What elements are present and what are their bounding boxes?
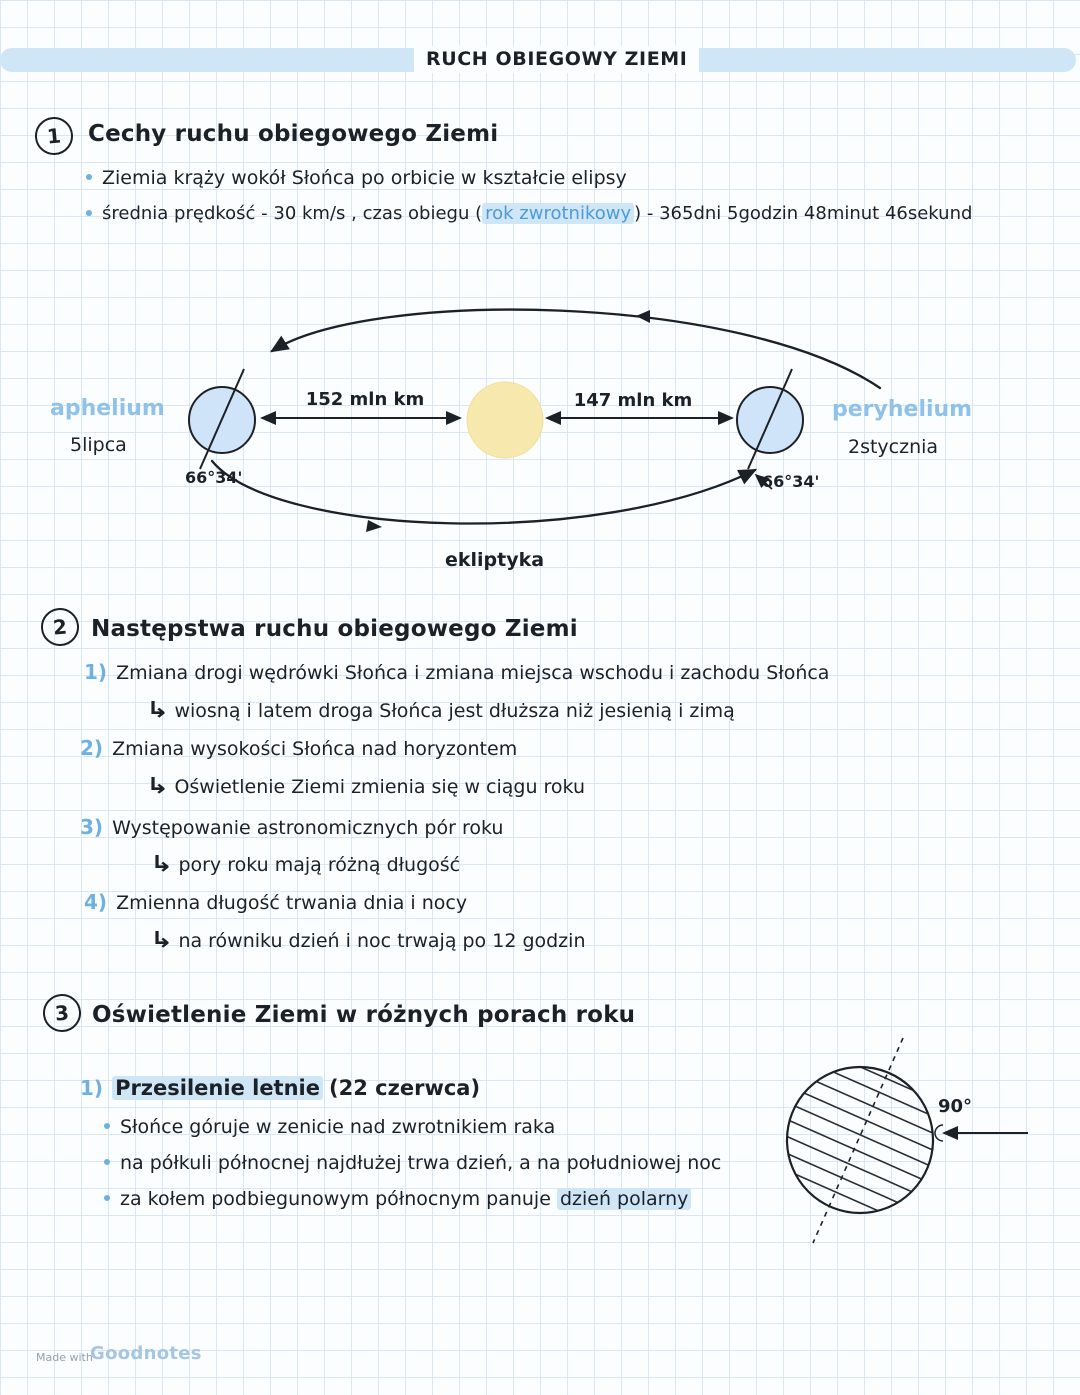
- orbit-diagram: [40, 285, 1040, 585]
- highlighted-subheading: Przesilenie letnie: [112, 1076, 323, 1100]
- highlighted-term: rok zwrotnikowy: [482, 203, 634, 224]
- bullet-text: na półkuli północnej najdłużej trwa dzień, a na południowej noc: [120, 1152, 722, 1174]
- item-text: Zmiana wysokości Słońca nad horyzontem: [112, 738, 518, 760]
- list-item: [80, 815, 503, 839]
- subitem-text: pory roku mają różną długość: [178, 854, 461, 876]
- item-text: Zmiana drogi wędrówki Słońca i zmiana miejsca wschodu i zachodu Słońca: [116, 662, 830, 684]
- bullet-text-post: ) - 365dni 5godzin 48minut 46sekund: [634, 203, 973, 224]
- item-number: 1): [80, 1076, 104, 1100]
- list-item: [80, 1076, 480, 1100]
- bullet-text-pre: za kołem podbiegunowym północnym panuje: [120, 1188, 557, 1210]
- list-item: [84, 890, 467, 914]
- bullet-text: Słońce góruje w zenicie nad zwrotnikiem raka: [120, 1116, 556, 1138]
- orbit-bottom-arc: [212, 461, 755, 523]
- bullet-text-pre: średnia prędkość - 30 km/s , czas obiegu (: [102, 203, 483, 224]
- globe-illumination-diagram: [770, 1030, 1060, 1280]
- tilt-right-label: 66°34': [762, 472, 820, 491]
- footer-made-with: Made with: [36, 1351, 93, 1364]
- section-3-badge: 3: [41, 992, 82, 1033]
- orbit-direction-arrow-icon: [366, 520, 382, 532]
- list-subitem: [146, 774, 585, 799]
- orbit-direction-arrow-icon: [636, 310, 650, 323]
- item-number: 2): [80, 736, 104, 760]
- list-subitem: [146, 698, 735, 723]
- list-subitem: [150, 928, 585, 953]
- sun-icon: [467, 382, 543, 458]
- list-item: [80, 736, 517, 760]
- item-text: Zmienna długość trwania dnia i nocy: [116, 892, 468, 914]
- list-item: [104, 1152, 721, 1174]
- bullet-dot-icon: [86, 210, 92, 216]
- bullet-text: Ziemia krąży wokół Słońca po orbicie w kształcie elipsy: [102, 167, 627, 189]
- item-number: 1): [84, 660, 108, 684]
- right-angle-mark: [935, 1125, 943, 1141]
- subheading-paren: (22 czerwca): [329, 1076, 481, 1100]
- aphelium-label: aphelium: [50, 396, 165, 421]
- item-text: Występowanie astronomicznych pór roku: [112, 817, 504, 839]
- aphelium-date: 5lipca: [70, 434, 127, 456]
- list-item: [104, 1116, 555, 1138]
- branch-arrow-icon: ↳: [146, 774, 170, 799]
- ecliptic-label: ekliptyka: [445, 549, 545, 571]
- bullet-dot-icon: [104, 1159, 110, 1165]
- section-1-badge: 1: [33, 115, 74, 156]
- section-3-heading: Oświetlenie Ziemi w różnych porach roku: [92, 1002, 636, 1028]
- section-1-bullet-1: [86, 167, 627, 189]
- section-2-badge: 2: [39, 606, 80, 647]
- bullet-dot-icon: [104, 1195, 110, 1201]
- footer-brand: Goodnotes: [90, 1343, 202, 1364]
- tilt-left-label: 66°34': [185, 468, 243, 487]
- bullet-dot-icon: [86, 174, 92, 180]
- section-1-bullet-2: [86, 203, 972, 224]
- list-item: [84, 660, 829, 684]
- subitem-text: Oświetlenie Ziemi zmienia się w ciągu roku: [174, 776, 586, 798]
- distance-right-label: 147 mln km: [573, 390, 693, 411]
- subitem-text: wiosną i latem droga Słońca jest dłuższa niż jesienią i zimą: [174, 700, 735, 722]
- section-1-heading: Cechy ruchu obiegowego Ziemi: [88, 121, 499, 147]
- bullet-dot-icon: [104, 1123, 110, 1129]
- list-item: [104, 1188, 691, 1210]
- section-2-heading: Następstwa ruchu obiegowego Ziemi: [91, 616, 578, 642]
- item-number: 4): [84, 890, 108, 914]
- peryhelium-label: peryhelium: [832, 397, 973, 422]
- highlighted-term: dzień polarny: [557, 1188, 691, 1210]
- branch-arrow-icon: ↳: [146, 698, 170, 723]
- angle-label: 90°: [938, 1096, 973, 1117]
- branch-arrow-icon: ↳: [150, 928, 174, 953]
- branch-arrow-icon: ↳: [150, 852, 174, 877]
- distance-left-label: 152 mln km: [305, 389, 425, 410]
- page-title: RUCH OBIEGOWY ZIEMI: [414, 46, 699, 73]
- list-subitem: [150, 852, 460, 877]
- subitem-text: na równiku dzień i noc trwają po 12 godzin: [178, 930, 586, 952]
- peryhelium-date: 2stycznia: [848, 436, 939, 458]
- item-number: 3): [80, 815, 104, 839]
- globe-hatching: [770, 1030, 960, 1247]
